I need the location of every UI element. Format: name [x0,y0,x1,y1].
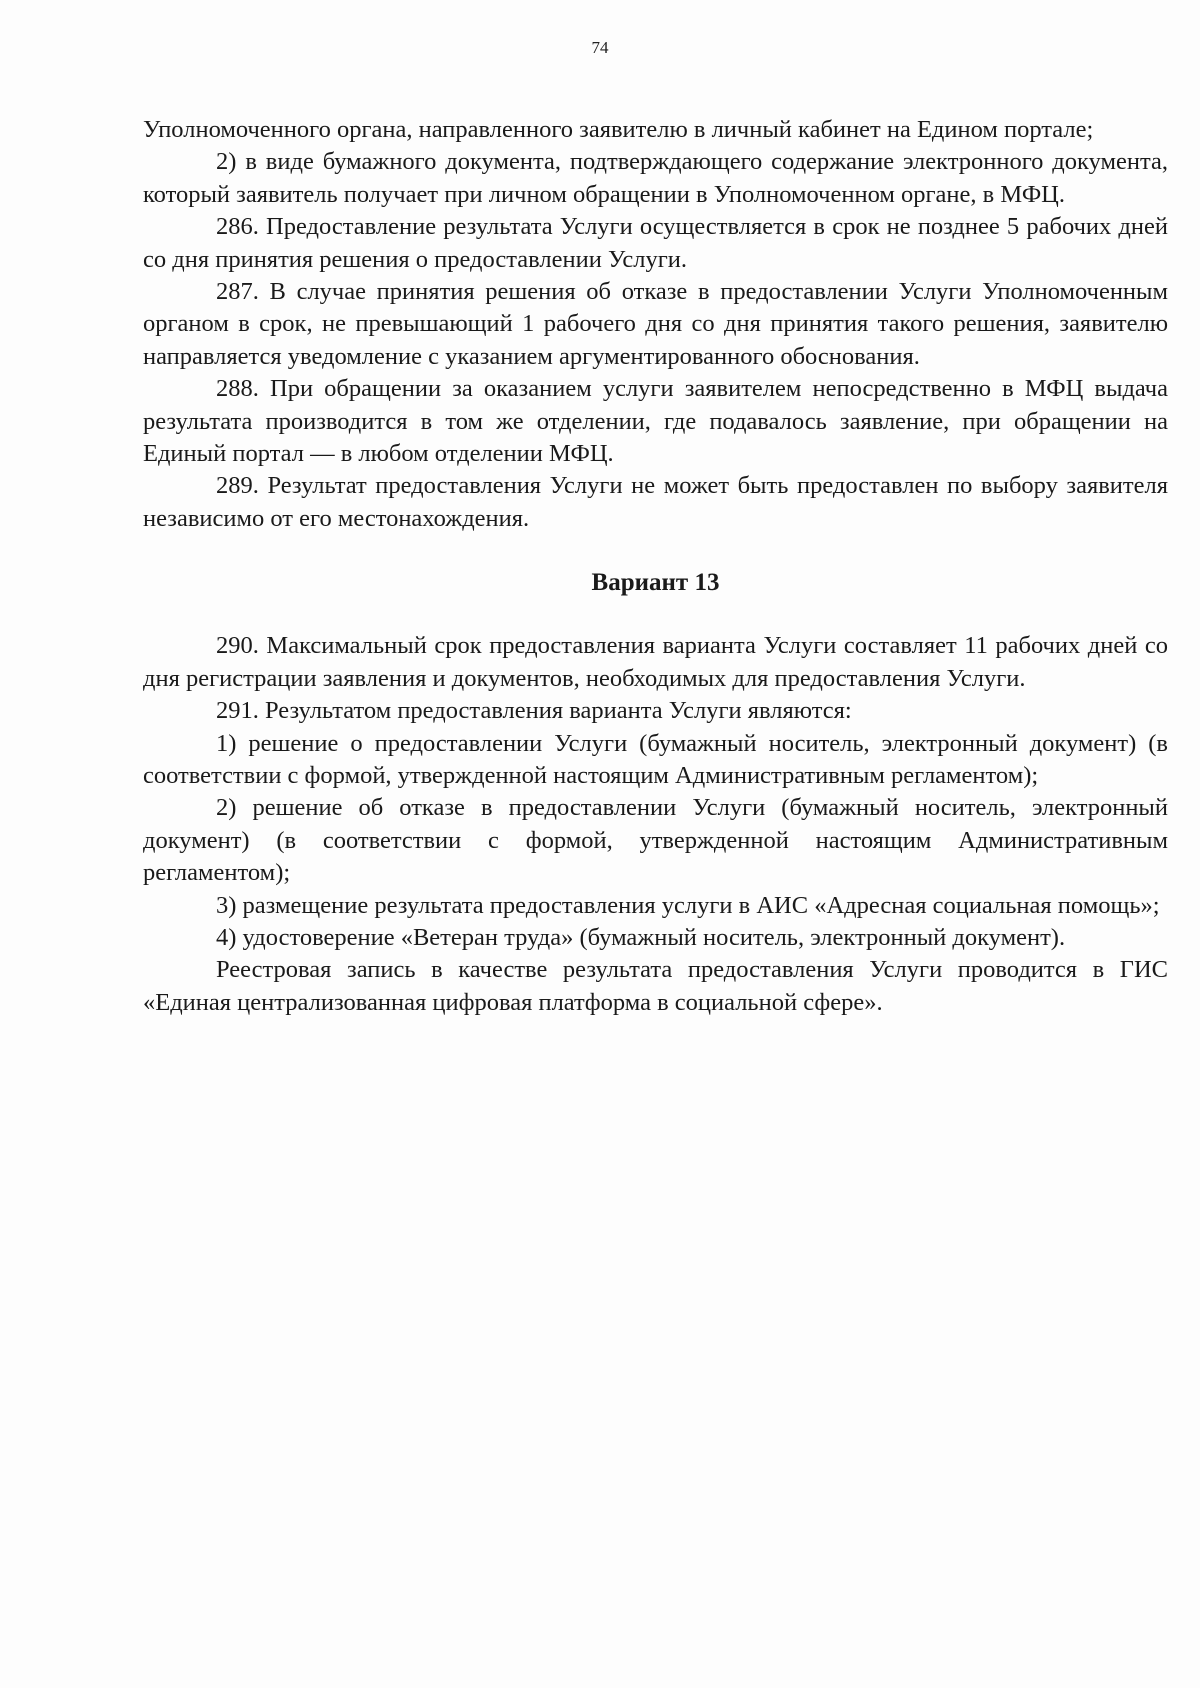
paragraph-291: 291. Результатом предоставления варианта Услуги являются: [216,697,852,725]
paragraph-289: 289. Результат предоставления Услуги не может быть предоставлен по выбору заявителя независимо от его местонахождения. [143,472,1168,532]
page-number: 74 [591,38,609,57]
list-item-4: 4) удостоверение «Ветеран труда» (бумажный носитель, электронный документ). [216,923,1066,951]
paragraph-288: 288. При обращении за оказанием услуги заявителем непосредственно в МФЦ выдача результата производится в том же отделении, где подавалось заявление, при обращении на Единый портал — в любом отделении МФЦ. [143,375,1168,468]
paragraph-continuation: Уполномоченного органа, направленного заявителю в личный кабинет на Едином портале; [143,116,1094,143]
list-item-3: 3) размещение результата предоставления услуги в АИС «Адресная социальная помощь»; [216,891,1160,919]
paragraph-registry-record: Реестровая запись в качестве результата предоставления Услуги проводится в ГИС «Единая централизованная цифровая платформа в социальной сфере». [143,956,1168,1016]
section-heading: Вариант 13 [591,569,720,597]
list-item-1: 1) решение о предоставлении Услуги (бумажный носитель, электронный документ) (в соответствии с формой, утвержденной настоящим Административным регламентом); [143,729,1168,789]
paragraph-287: 287. В случае принятия решения об отказе в предоставлении Услуги Уполномоченным органом в срок, не превышающий 1 рабочего дня со дня принятия такого решения, заявителю направляется уведомление с указанием аргументированного обоснования. [143,278,1168,370]
paragraph-item-2: 2) в виде бумажного документа, подтверждающего содержание электронного документа, который заявитель получает при личном обращении в Уполномоченном органе, в МФЦ. [143,148,1168,208]
paragraph-286: 286. Предоставление результата Услуги осуществляется в срок не позднее 5 рабочих дней со дня принятия решения о предоставлении Услуги. [143,213,1168,273]
page-content [143,114,1168,1019]
paragraph-290: 290. Максимальный срок предоставления варианта Услуги составляет 11 рабочих дней со дня регистрации заявления и документов, необходимых для предоставления Услуги. [143,632,1168,692]
list-item-2: 2) решение об отказе в предоставлении Услуги (бумажный носитель, электронный документ) (в соответствии с формой, утвержденной настоящим Административным регламентом); [143,794,1168,887]
